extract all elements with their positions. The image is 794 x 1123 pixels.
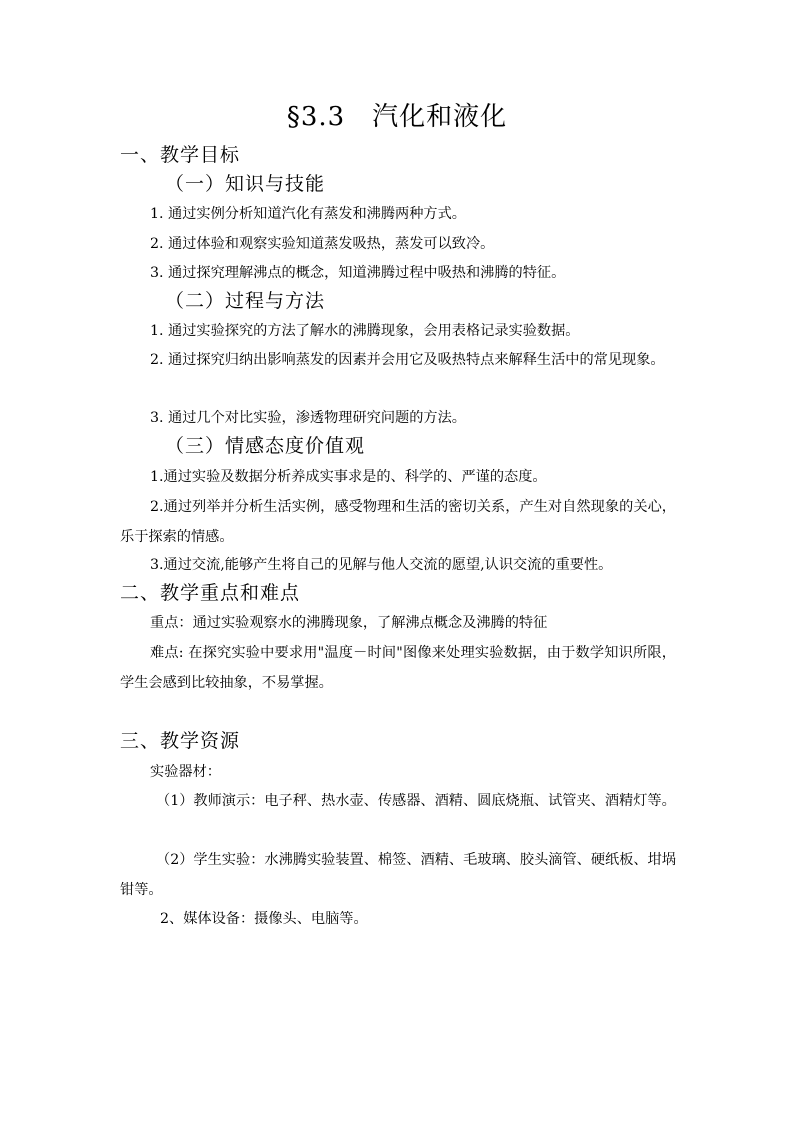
list-item: 2.通过列举并分析生活实例，感受物理和生活的密切关系，产生对自然现象的关心，乐于探索的情感。 [120, 499, 676, 545]
section-heading-objectives: 一、教学目标 [120, 144, 241, 166]
list-item: 1. 通过实例分析知道汽化有蒸发和沸腾两种方式。 [150, 206, 466, 222]
subheading-knowledge-skills: （一）知识与技能 [165, 173, 326, 195]
list-item: 2. 通过体验和观察实验知道蒸发吸热，蒸发可以致冷。 [150, 236, 495, 252]
list-item: 3. 通过几个对比实验，渗透物理研究问题的方法。 [150, 410, 466, 426]
list-item: 1.通过实验及数据分析养成实事求是的、科学的、严谨的态度。 [150, 469, 547, 485]
materials-label: 实验器材： [150, 764, 221, 780]
section-heading-key-difficult: 二、教学重点和难点 [120, 582, 301, 604]
subheading-process-methods: （二）过程与方法 [165, 290, 326, 312]
subheading-attitudes-values: （三）情感态度价值观 [165, 435, 366, 457]
list-item: 3. 通过探究理解沸点的概念，知道沸腾过程中吸热和沸腾的特征。 [150, 265, 566, 281]
list-item: 3.通过交流,能够产生将自己的见解与他人交流的愿望,认识交流的重要性。 [150, 557, 613, 573]
list-item: 2. 通过探究归纳出影响蒸发的因素并会用它及吸热特点来解释生活中的常见现象。 [150, 352, 665, 368]
media-equipment-text: 2、媒体设备：摄像头、电脑等。 [160, 911, 368, 927]
section-heading-resources: 三、教学资源 [120, 730, 241, 752]
page-title: §3.3 汽化和液化 [286, 102, 508, 132]
teacher-demo-text: （1）教师演示：电子秤、热水壶、传感器、酒精、圆底烧瓶、试管夹、酒精灯等。 [156, 793, 676, 809]
list-item: 1. 通过实验探究的方法了解水的沸腾现象，会用表格记录实验数据。 [150, 323, 580, 339]
key-point-text: 重点：通过实验观察水的沸腾现象，了解沸点概念及沸腾的特征 [150, 615, 548, 631]
student-experiment-text: （2）学生实验：水沸腾实验装置、棉签、酒精、毛玻璃、胶头滴管、硬纸板、坩埚钳等。 [120, 852, 676, 898]
difficulty-text: 难点: 在探究实验中要求用"温度－时间"图像来处理实验数据，由于数学知识所限，学生会感到比较抽象，不易掌握。 [120, 645, 676, 691]
